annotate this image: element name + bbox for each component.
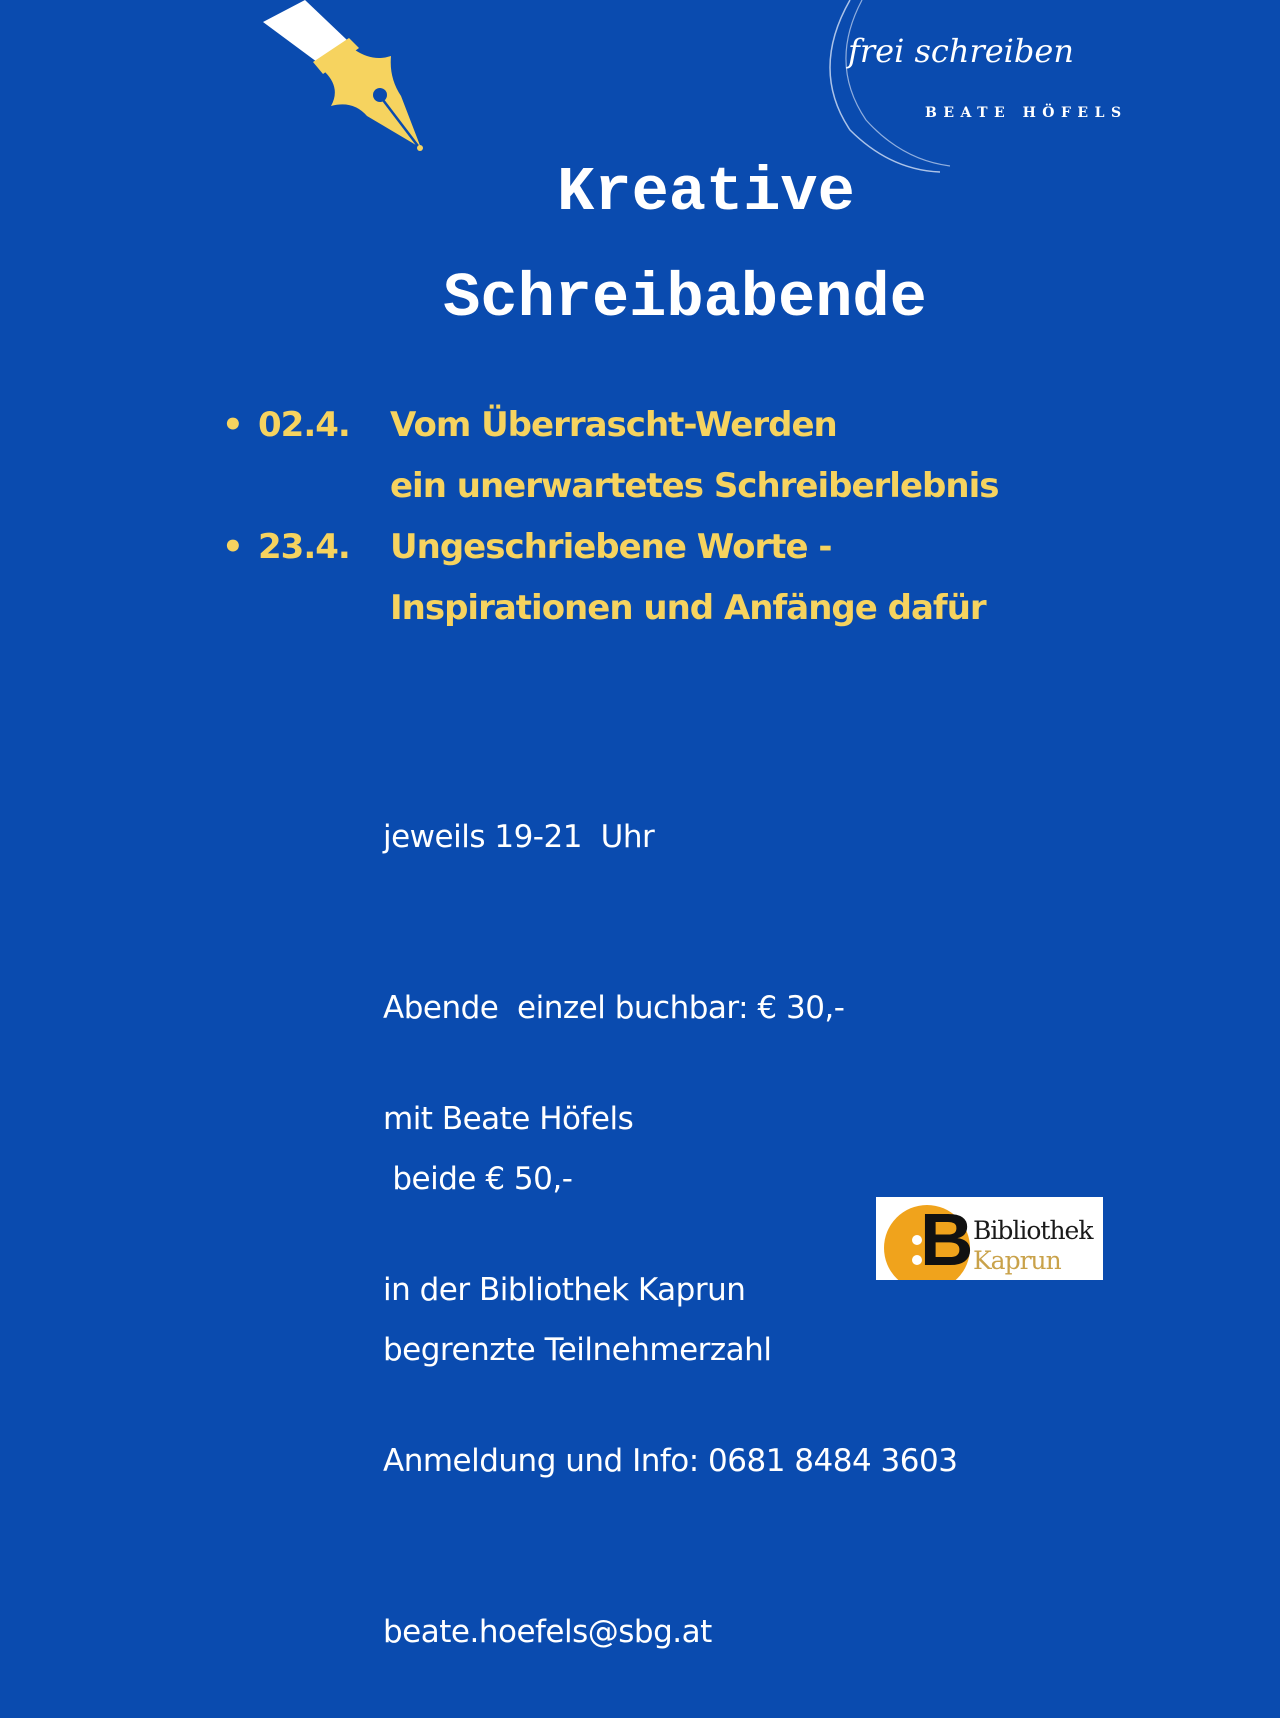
event-subtitle: ein unerwartetes Schreiberlebnis — [390, 466, 999, 506]
registration-phone-text: Anmeldung und Info: 0681 8484 3603 — [383, 1443, 958, 1479]
participant-limit-text: begrenzte Teilnehmerzahl — [383, 1332, 772, 1368]
contact-info — [383, 977, 957, 1718]
event-item — [222, 517, 998, 578]
event-title: Ungeschriebene Worte - — [390, 527, 832, 567]
brand-script-text: frei schreiben — [848, 32, 1074, 70]
email-link[interactable]: beate.hoefels@sbg.at — [383, 1614, 712, 1650]
library-kaprun-logo — [876, 1197, 1103, 1280]
event-list — [222, 395, 998, 639]
fountain-pen-icon — [255, 0, 435, 160]
price-both-text: beide € 50,- — [383, 1161, 573, 1197]
arc-swirl-icon — [810, 0, 1170, 180]
page-title-line-1: Kreative — [557, 157, 855, 228]
brand-logo — [810, 0, 1170, 180]
event-subtitle: Inspirationen und Anfänge dafür — [390, 588, 986, 628]
event-subtitle-row — [222, 578, 998, 639]
event-date: 23.4. — [258, 527, 350, 567]
location-text: in der Bibliothek Kaprun — [383, 1272, 746, 1308]
host-text: mit Beate Höfels — [383, 1101, 634, 1137]
bullet-icon: • — [222, 527, 243, 567]
price-single-text: Abende einzel buchbar: € 30,- — [383, 990, 845, 1026]
page-title-line-2: Schreibabende — [443, 263, 927, 334]
library-name-line-2: Kaprun — [973, 1246, 1061, 1275]
bullet-icon: • — [222, 405, 243, 445]
event-subtitle-row — [222, 456, 998, 517]
library-name-line-1: Bibliothek — [973, 1216, 1093, 1245]
library-letter-b: B — [920, 1198, 974, 1280]
time-text: jeweils 19-21 Uhr — [383, 819, 655, 855]
event-title: Vom Überrascht-Werden — [390, 405, 837, 445]
event-item — [222, 395, 998, 456]
event-date: 02.4. — [258, 405, 350, 445]
brand-author-name: BEATE HÖFELS — [925, 105, 1128, 121]
